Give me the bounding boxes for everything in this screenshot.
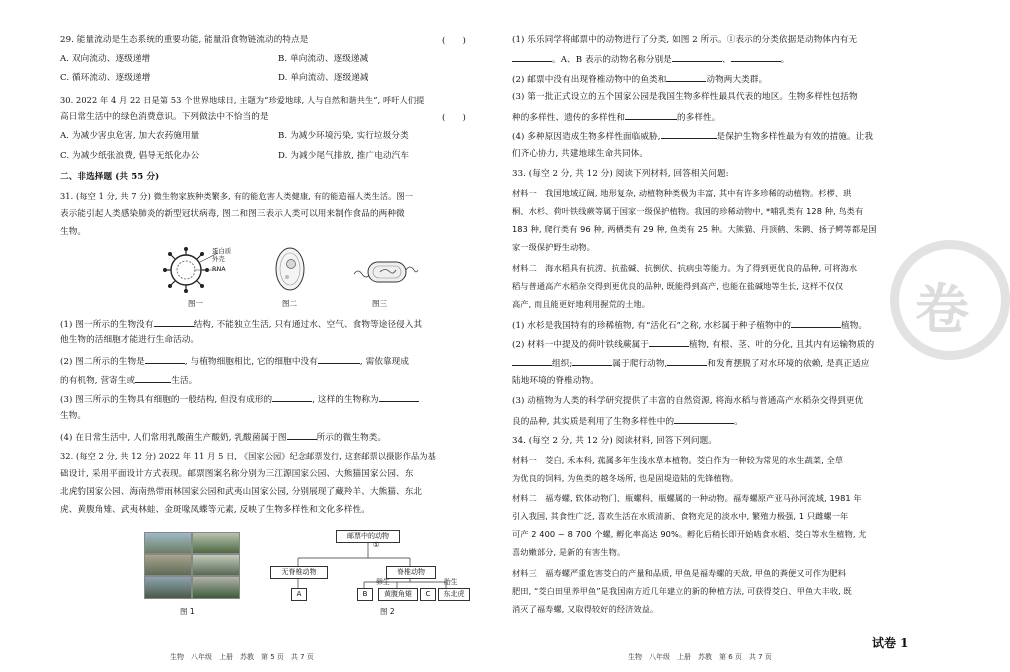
q33-blank-4[interactable] [572,356,612,366]
q32-sub4-line2: 们齐心协力, 共建地球生命共同体。 [512,149,649,159]
tree-leaf-tiger: 东北虎 [438,588,470,601]
tree-leaf-b: B [357,588,373,601]
q33-m2-3: 高产, 而且能更好地利用握荒的土地。 [512,299,651,309]
q32-stem-4: 虎、黄腹角雉、武夷林蛙、金斑喙凤蝶等元素, 反映了生物多样性和文化多样性。 [60,505,370,515]
q33-sub2-line3: 陆地环境的脊椎动物。 [512,376,599,386]
q32-sub4-line1 [512,129,873,143]
q32-s3-c: 的多样性。 [677,113,721,123]
q32-s1-d: 。 [780,55,790,65]
q31-s2-a: (2) 图二所示的生物是 [60,357,145,367]
q31-blank-5[interactable] [272,392,312,402]
q31-stem-1: 31. (每空 1 分, 共 7 分) 微生物家族种类繁多, 有的能危害人类健康, 有的能造福人类生活。图一 [60,191,414,201]
tree-root-node: 邮票中的动物 [336,530,400,543]
q32-blank-5[interactable] [625,110,677,120]
q33-m1-4: 家一级保护野生动物。 [512,242,595,252]
stamp-photo [144,554,192,576]
q31-blank-3[interactable] [318,354,360,364]
stamps-image [144,532,238,598]
q32-stem-1: 32. (每空 2 分, 共 12 分) 2022 年 11 月 5 日, 《国家公园》纪念邮票发行, 这套邮票以摄影作品为基 [60,451,436,461]
q29-option-c: C. 循环流动、逐级递增 [60,73,151,83]
q32-blank-3[interactable] [731,52,781,62]
q32-blank-2[interactable] [672,52,722,62]
stamp-photo [192,554,240,576]
q32-sub2 [512,72,767,86]
right-footer: 生物 八年级 上册 苏教 第 6 页 共 7 页 [628,653,772,661]
q30-answer-paren: ( ) [442,113,466,123]
q32-fig1-caption: 图 1 [180,607,195,616]
q31-stem-2: 表示能引起人类感染肺炎的新型冠状病毒, 图二和图三表示人类可以用来制作食品的两种微 [60,209,405,219]
q32-sub3-line2 [512,110,721,124]
q30-option-a: A. 为减少害虫危害, 加大农药施用量 [60,131,200,141]
q34-m3-1: 材料三 福寿螺严重危害茭白的产量和品质, 甲鱼是福寿螺的天敌, 甲鱼的粪便又可作为肥料 [512,568,847,578]
q31-s2-d: 的有机物, 营寄生或 [60,376,136,386]
q32-s1-b: 。A、B 表示的动物名称分别是 [552,55,672,65]
q33-sub1 [512,318,867,332]
bacterium-figure [350,252,418,288]
q32-s4-a: (4) 多种原因造成生物多样性面临威胁, [512,132,661,142]
q32-sub1-line2 [512,52,789,66]
q31-s3-a: (3) 图三所示的生物具有细胞的一般结构, 但没有成形的 [60,395,273,405]
tree-criterion-mark: ① [373,541,380,549]
tree-leaf-c: C [420,588,436,601]
seal-watermark: 卷 [890,240,1010,360]
q29-option-b: B. 单向流动、逐级递减 [278,54,369,64]
q33-blank-1[interactable] [791,318,841,328]
fig1-caption: 图一 [188,299,203,308]
q34-head: 34. (每空 2 分, 共 12 分) 阅读材料, 回答下列问题。 [512,436,717,446]
q33-blank-6[interactable] [674,414,734,424]
q32-s2-b: 动物两大类群。 [706,75,768,85]
left-footer: 生物 八年级 上册 苏教 第 5 页 共 7 页 [170,653,314,661]
q30-stem-2: 高日常生活中的绿色消费意识。下列做法中不恰当的是 [60,112,269,122]
q31-stem-3: 生物。 [60,227,87,237]
q33-blank-2[interactable] [649,337,689,347]
q33-sub3-line1: (3) 动植物为人类的科学研究提供了丰富的自然资源, 将海水稻与普通高产水稻杂交得到更优 [512,396,864,406]
q32-blank-4[interactable] [666,72,706,82]
q34-m1-1: 材料一 茭白, 禾本科, 菰属多年生浅水草本植物。茭白作为一种较为常见的水生蔬菜, 全草 [512,455,844,465]
q31-s4-b: 所示的微生物类。 [316,433,387,443]
q32-s3-b: 种的多样性、遗传的多样性和 [512,113,626,123]
q32-stem-2: 础设计, 采用平面设计方式表现。邮票图案名称分别为三江源国家公园、大熊猫国家公园、东 [60,469,414,479]
q33-head: 33. (每空 2 分, 共 12 分) 阅读下列材料, 回答相关问题: [512,169,729,179]
q31-s2-c: , 需依靠现成 [359,357,410,367]
tree-oviparous-label: 卵生 [376,578,390,586]
q31-s3-b: , 这样的生物称为 [312,395,379,405]
yeast-figure [272,244,308,294]
q34-m3-3: 消灭了福寿螺, 又取得较好的经济效益。 [512,604,659,614]
q32-stem-3: 北虎豹国家公园、海南热带雨林国家公园和武夷山国家公园, 分别展现了藏羚羊、大熊猫、东北 [60,487,423,497]
tree-leaf-pheasant: 黄腹角雉 [378,588,418,601]
q29-answer-paren: ( ) [442,36,466,46]
q31-blank-7[interactable] [287,430,317,440]
section-title: 二、非选择题 (共 55 分) [60,172,160,182]
q31-sub3-line1 [60,392,419,406]
stamp-photo [192,532,240,554]
stamp-photo [192,576,240,599]
q31-sub2-line2 [60,373,197,387]
q33-s3-b: 良的品种, 其实质是利用了生物多样性中的 [512,417,675,427]
virus-label-shell: 外壳 [212,255,225,263]
paper-badge: 试卷 1 [872,636,909,650]
q33-s2-a: (2) 材料一中提及的荷叶铁线蕨属于 [512,340,650,350]
tree-vertebrate-node: 脊椎动物 [386,566,436,579]
q32-sub1-line1: (1) 乐乐同学将邮票中的动物进行了分类, 如图 2 所示。①表示的分类依据是动物体内有无 [512,35,858,45]
q32-s2-a: (2) 邮票中没有出现脊椎动物中的鱼类和 [512,75,667,85]
tree-invertebrate-node: 无脊椎动物 [270,566,328,579]
q33-blank-5[interactable] [667,356,707,366]
q31-s4-a: (4) 在日常生活中, 人们常用乳酸菌生产酸奶, 乳酸菌属于图 [60,433,287,443]
q33-blank-3[interactable] [512,356,552,366]
fig3-caption: 图三 [372,299,387,308]
stamp-photo [144,576,192,599]
q34-m2-2: 引入我国, 其食性广泛, 喜欢生活在水质清新、食物充足的淡水中, 繁殖力极强, 1 只雌螺一年 [512,511,849,521]
q33-s2-b: 植物, 有根、茎、叶的分化, 且其内有运输物质的 [689,340,875,350]
q31-blank-2[interactable] [145,354,185,364]
q33-m1-2: 桐、水杉、荷叶铁线蕨等属于国家一级保护植物。我国的珍稀动物中, *哺乳类有 128 种, 鸟类有 [512,206,864,216]
q30-option-b: B. 为减少环境污染, 实行垃圾分类 [278,131,409,141]
q31-sub4 [60,430,386,444]
q29-stem: 29. 能量流动是生态系统的重要功能, 能量沿食物链流动的特点是 [60,35,309,45]
q30-option-c: C. 为减少纸张浪费, 倡导无纸化办公 [60,151,200,161]
q31-s2-b: , 与植物细胞相比, 它的细胞中没有 [184,357,318,367]
q31-sub1-line2: 他生物的活细胞才能进行生命活动。 [60,335,200,345]
q33-s2-e: 和发育摆脱了对水环境的依赖, 是真正适应 [707,359,870,369]
q32-blank-6[interactable] [661,129,717,139]
q34-m2-4: 喜幼嫩部分, 是新的有害生物。 [512,547,626,557]
q31-s1-a: (1) 图一所示的生物没有 [60,320,154,330]
q31-sub3-line2: 生物。 [60,411,87,421]
virus-label-rna: RNA [212,265,226,273]
q32-blank-1[interactable] [512,52,552,62]
q31-blank-1[interactable] [154,317,194,327]
q29-option-d: D. 单向流动、逐级递减 [278,73,369,83]
q31-s2-e: 生活。 [171,376,198,386]
q30-option-d: D. 为减少尾气排放, 推广电动汽车 [278,151,410,161]
q30-stem-1: 30. 2022 年 4 月 22 日是第 53 个世界地球日, 主题为“珍爱地球, 人与自然和谐共生”, 呼吁人们提 [60,95,425,105]
q33-sub3-line2 [512,414,743,428]
q31-sub2-line1 [60,354,409,368]
virus-label-protein: 蛋白质 [212,247,232,255]
q33-s2-c: 组织; [552,359,573,369]
fig2-caption: 图二 [282,299,297,308]
tree-leaf-a: A [291,588,307,601]
q32-s1-c: 、 [721,55,731,65]
q33-s3-c: 。 [734,417,743,427]
q33-sub2-line1 [512,337,874,351]
q32-fig2-caption: 图 2 [380,607,395,616]
q34-m1-2: 为优良的饲料, 为鱼类的越冬场所, 也是固堤造陆的先锋植物。 [512,473,739,483]
q34-m2-1: 材料二 福寿螺, 软体动物门、瓶螺科、瓶螺属的一种动物。福寿螺原产亚马孙河流域, 1981 年 [512,493,862,503]
q33-sub2-line2 [512,356,870,370]
tree-viviparous-label: 胎生 [444,578,458,586]
q31-s1-b: 结构, 不能独立生活, 只有通过水、空气、食物等途径侵入其 [193,320,423,330]
q31-sub1-line1 [60,317,422,331]
q34-m3-2: 肥田, “茭白田里养甲鱼”是我国南方近几年建立的新的种植方法, 可获得茭白、甲鱼大丰收, 既 [512,586,852,596]
q33-m1-1: 材料一 我国地域辽阔, 地形复杂, 动植物种类极为丰富, 其中有许多珍稀的动植物。杉椤、珙 [512,188,852,198]
q32-s4-b: 是保护生物多样性最为有效的措施。让我 [716,132,874,142]
q32-sub3-line1: (3) 第一批正式设立的五个国家公园是我国生物多样性最具代表的地区。生物多样性包括物 [512,92,858,102]
q33-s2-d: 属于爬行动物, [612,359,668,369]
q33-m1-3: 183 种, 爬行类有 96 种, 两栖类有 29 种, 鱼类有 25 种。大熊猫、丹顶鹤、朱鹮、扬子鳄等都是国 [512,224,877,234]
q31-blank-4[interactable] [135,373,171,383]
q33-m2-1: 材料二 海水稻具有抗涝、抗盐碱、抗倒伏、抗病虫等能力。为了得到更优良的品种, 可将海水 [512,263,858,273]
q29-option-a: A. 双向流动、逐级递增 [60,54,151,64]
q33-s1-b: 植物。 [841,321,868,331]
q33-s1-a: (1) 水杉是我国特有的珍稀植物, 有“活化石”之称, 水杉属于种子植物中的 [512,321,792,331]
q31-blank-6[interactable] [379,392,419,402]
q34-m2-3: 可产 2 400 ~ 8 700 个螺, 孵化率高达 90%。孵化后稍长即开始啮食水稻、茭白等水生植物, 尤 [512,529,867,539]
stamp-photo [144,532,192,554]
q33-m2-2: 稻与普通高产水稻杂交得到更优良的品种, 既能得到高产, 也能在盐碱地等生长, 这样不仅仅 [512,281,844,291]
